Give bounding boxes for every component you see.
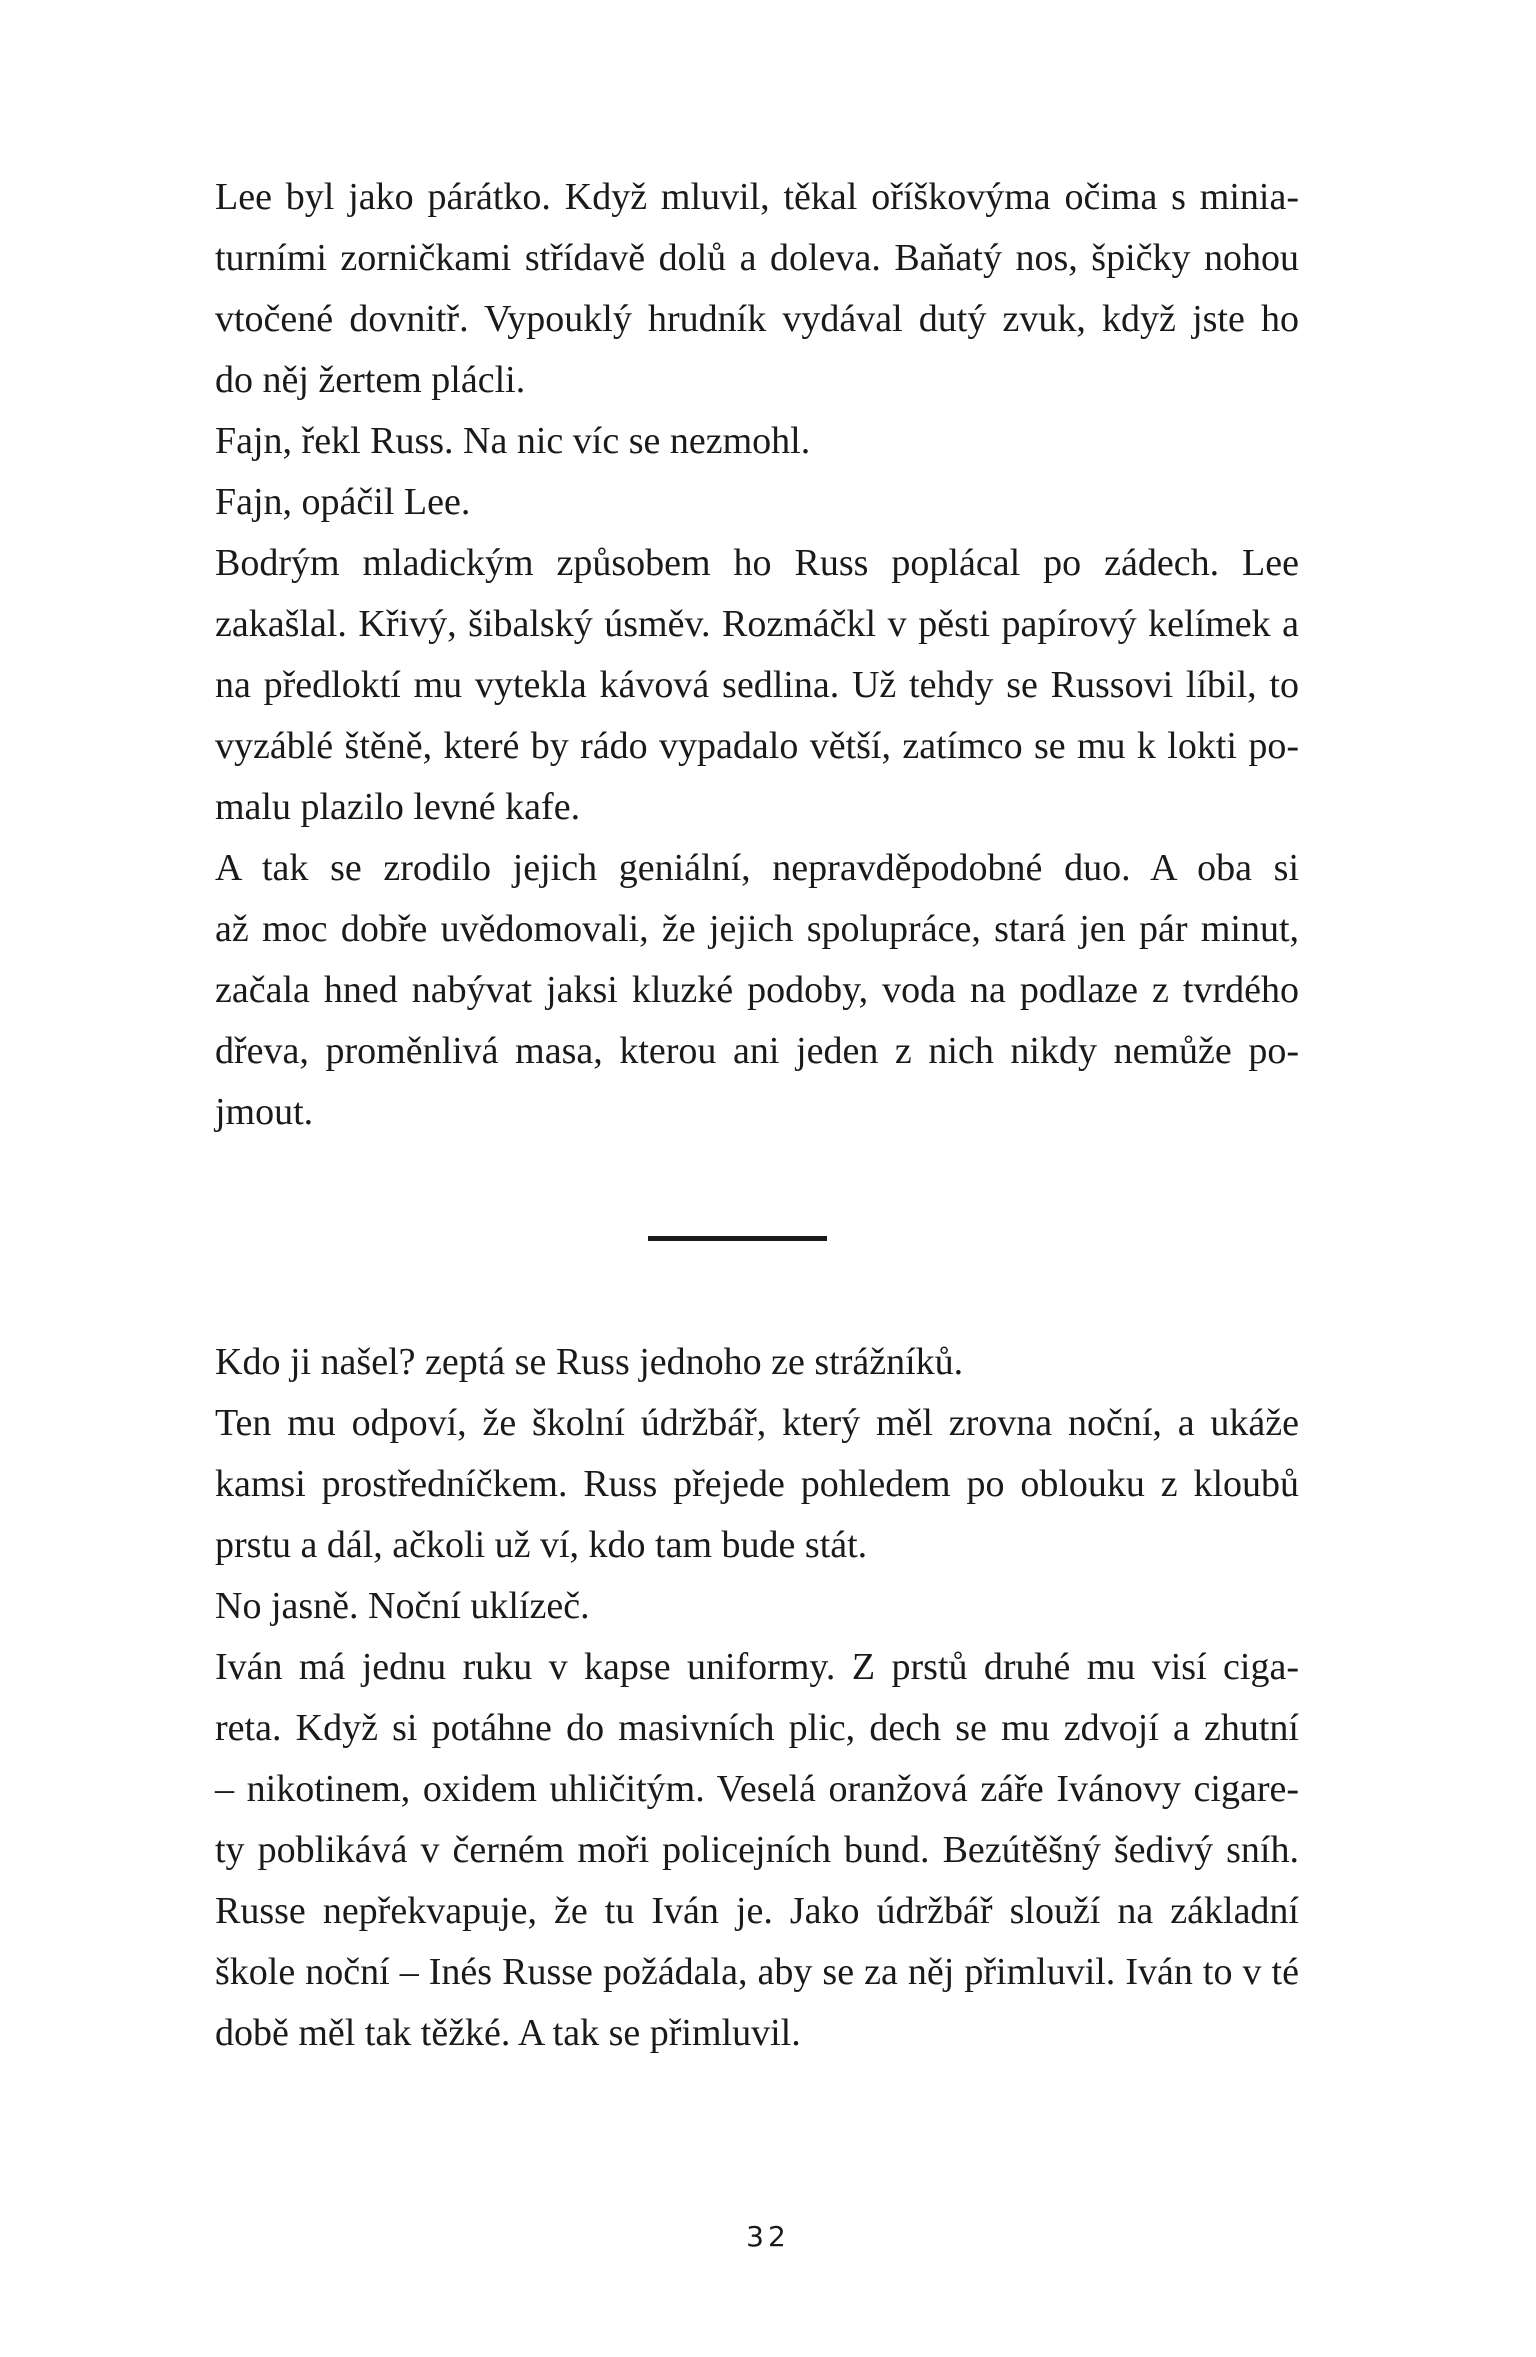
text-line: kamsi prostředníčkem. Russ přejede pohledem po oblouku z kloubů	[215, 1463, 1299, 1505]
text-line: malu plazilo levné kafe.	[215, 786, 581, 828]
text-line: jmout.	[215, 1091, 314, 1133]
text-line: Fajn, řekl Russ. Na nic víc se nezmohl.	[215, 420, 811, 462]
text-line: zakašlal. Křivý, šibalský úsměv. Rozmáčkl v pěsti papírový kelímek a	[215, 603, 1299, 645]
text-line: Iván má jednu ruku v kapse uniformy. Z prstů druhé mu visí ciga-	[215, 1646, 1299, 1688]
text-line: Kdo ji našel? zeptá se Russ jednoho ze strážníků.	[215, 1341, 964, 1383]
text-line: škole noční – Inés Russe požádala, aby se za něj přimluvil. Iván to v té	[215, 1951, 1299, 1993]
text-line: reta. Když si potáhne do masivních plic, dech se mu zdvojí a zhutní	[215, 1707, 1299, 1749]
section-divider	[648, 1236, 827, 1241]
text-line: začala hned nabývat jaksi kluzké podoby, voda na podlaze z tvrdého	[215, 969, 1299, 1011]
text-line: Lee byl jako párátko. Když mluvil, těkal oříškovýma očima s minia-	[215, 176, 1299, 218]
text-line: dřeva, proměnlivá masa, kterou ani jeden z nich nikdy nemůže po-	[215, 1030, 1299, 1072]
text-line: vtočené dovnitř. Vypouklý hrudník vydával dutý zvuk, když jste ho	[215, 298, 1299, 340]
text-line: prstu a dál, ačkoli už ví, kdo tam bude stát.	[215, 1524, 868, 1566]
page-number: 32	[746, 2220, 790, 2253]
text-line: do něj žertem plácli.	[215, 359, 526, 401]
text-line: až moc dobře uvědomovali, že jejich spolupráce, stará jen pár minut,	[215, 908, 1299, 950]
text-line: Bodrým mladickým způsobem ho Russ poplácal po zádech. Lee	[215, 542, 1299, 584]
text-line: ty poblikává v černém moři policejních bund. Bezútěšný šedivý sníh.	[215, 1829, 1299, 1871]
text-line: Fajn, opáčil Lee.	[215, 481, 471, 523]
text-line: A tak se zrodilo jejich geniální, nepravděpodobné duo. A oba si	[215, 847, 1299, 889]
text-line: Russe nepřekvapuje, že tu Iván je. Jako údržbář slouží na základní	[215, 1890, 1299, 1932]
text-line: Ten mu odpoví, že školní údržbář, který měl zrovna noční, a ukáže	[215, 1402, 1299, 1444]
text-line: turními zorničkami střídavě dolů a doleva. Baňatý nos, špičky nohou	[215, 237, 1299, 279]
text-line: No jasně. Noční uklízeč.	[215, 1585, 590, 1627]
text-line: na předloktí mu vytekla kávová sedlina. Už tehdy se Russovi líbil, to	[215, 664, 1299, 706]
text-line: době měl tak těžké. A tak se přimluvil.	[215, 2012, 801, 2054]
text-line: – nikotinem, oxidem uhličitým. Veselá oranžová záře Ivánovy cigare-	[215, 1768, 1299, 1810]
text-line: vyzáblé štěně, které by rádo vypadalo větší, zatímco se mu k lokti po-	[215, 725, 1299, 767]
